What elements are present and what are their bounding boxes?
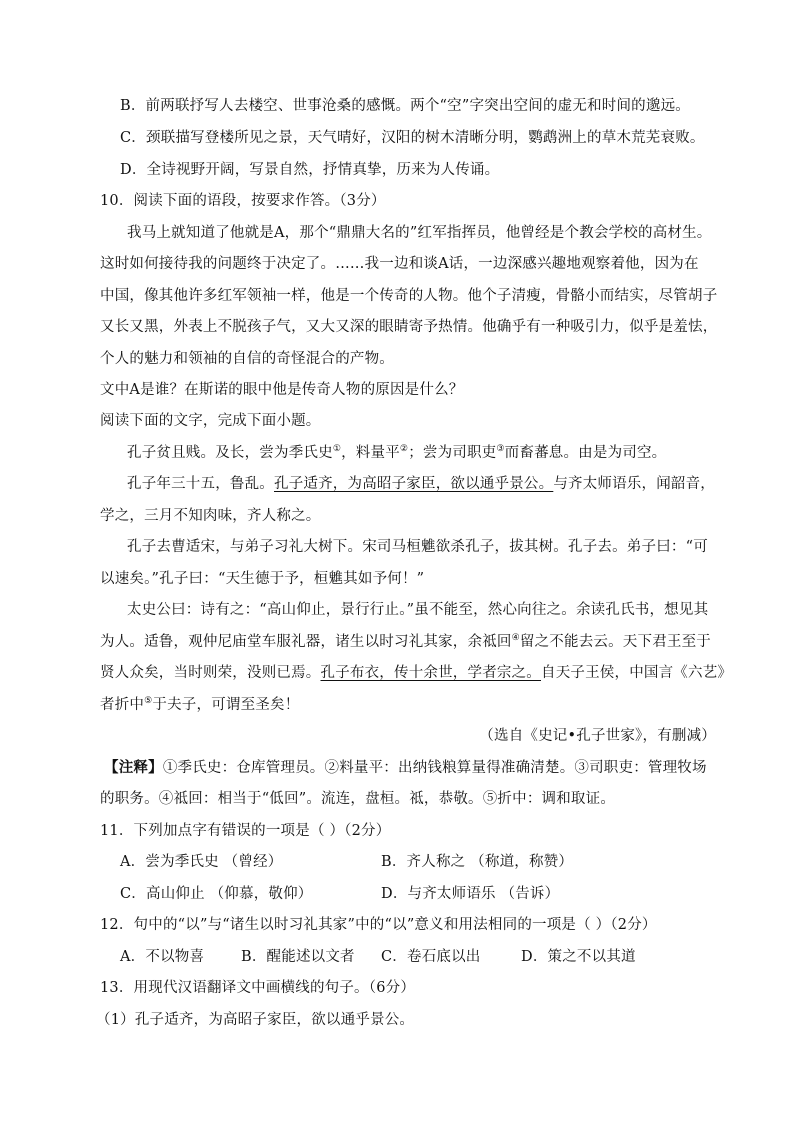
note-ref-2: ② xyxy=(399,444,409,455)
q10-stem: 10．阅读下面的语段，按要求作答。（3分） xyxy=(100,193,386,209)
passage-paragraph-4-line-3: 贤人众矣，当时则荣，没则已焉。孔子布衣，传十余世，学者宗之。自天子王侯，中国言《六艺》 xyxy=(100,665,733,681)
q11-option-c: C．高山仰止 （仰慕，敬仰） xyxy=(120,886,313,902)
q12-option-a: A．不以物喜 xyxy=(120,949,205,965)
passage-source: （选自《史记•孔子世家》，有删减） xyxy=(479,728,716,744)
q13-stem: 13．用现代汉语翻译文中画横线的句子。（6分） xyxy=(100,980,416,996)
passage-paragraph-3: 孔子去曹适宋，与弟子习礼大树下。宋司马桓魋欲杀孔子，拔其树。孔子去。弟子曰：“可 xyxy=(127,539,708,555)
passage-paragraph-4-line-2: 为人。适鲁，观仲尼庙堂车服礼器，诸生以时习礼其家，余祗回④留之不能去云。天下君王至于 xyxy=(100,633,711,650)
q11-option-b: B．齐人称之 （称道，称赞） xyxy=(381,854,574,870)
annotations-line-2: 的职务。④祗回：相当于“低回”。流连，盘桓。祗，恭敬。⑤折中：调和取证。 xyxy=(100,791,616,807)
passage-paragraph-2: 孔子年三十五，鲁乱。孔子适齐，为高昭子家臣，欲以通乎景公。与齐太师语乐，闻韶音， xyxy=(127,476,716,492)
q9-option-d: D．全诗视野开阔，写景自然，抒情真挚，历来为人传诵。 xyxy=(120,162,500,178)
q13-item-1: （1）孔子适齐，为高昭子家臣，欲以通乎景公。 xyxy=(96,1012,415,1028)
q10-passage-line-4: 又长又黑，外表上不脱孩子气，又大又深的眼睛寄予热情。他确乎有一种吸引力，似乎是羞怯， xyxy=(100,319,718,335)
passage-paragraph-2-line-2: 学之，三月不知肉味，齐人称之。 xyxy=(100,508,321,524)
q12-option-c: C．卷石底以出 xyxy=(381,949,481,965)
reading-intro: 阅读下面的文字，完成下面小题。 xyxy=(100,413,321,429)
passage-paragraph-4: 太史公曰：诗有之：“高山仰止，景行行止。”虽不能至，然心向往之。余读孔氏书，想见其 xyxy=(127,602,709,618)
q12-option-d: D．策之不以其道 xyxy=(521,949,636,965)
q9-option-b: B．前两联抒写人去楼空、世事沧桑的感慨。两个“空”字突出空间的虚无和时间的邈远。 xyxy=(120,98,690,114)
annotations: 【注释】①季氏史：仓库管理员。②料量平：出纳钱粮算量得准确清楚。③司职吏：管理牧场 xyxy=(104,759,707,776)
q10-passage-line-3: 中国，像其他许多红军领袖一样，他是一个传奇的人物。他个子清瘦，骨骼小而结实，尽管胡子 xyxy=(100,288,718,304)
q12-stem: 12．句中的“以”与“诸生以时习礼其家”中的“以”意义和用法相同的一项是（ ）（2分） xyxy=(100,917,657,933)
q9-option-c: C．颈联描写登楼所见之景，天气晴好，汉阳的树木清晰分明，鹦鹉洲上的草木荒芜衰败。 xyxy=(120,130,705,146)
note-ref-5: ⑤ xyxy=(144,696,153,707)
note-ref-4: ④ xyxy=(511,633,520,644)
note-ref-1: ① xyxy=(332,444,342,455)
q11-option-d: D．与齐太师语乐 （告诉） xyxy=(381,886,560,902)
note-ref-3: ③ xyxy=(496,444,505,455)
passage-paragraph-3-line-2: 以速矣。”孔子曰：“天生德于予，桓魋其如予何！” xyxy=(100,571,425,587)
q10-passage-line-2: 这时如何接待我的问题终于决定了。……我一边和谈A话，一边深感兴趣地观察着他，因为在 xyxy=(100,256,699,272)
q10-question: 文中A是谁？在斯诺的眼中他是传奇人物的原因是什么？ xyxy=(100,382,464,398)
q12-option-b: B．醒能述以文者 xyxy=(241,949,355,965)
q10-passage-line-5: 个人的魅力和领袖的自信的奇怪混合的产物。 xyxy=(100,351,394,367)
passage-paragraph-4-line-4: 者折中⑤于夫子，可谓至圣矣！ xyxy=(100,696,300,713)
underlined-sentence-2: 孔子布衣，传十余世，学者宗之。 xyxy=(320,665,541,681)
passage-paragraph-1: 孔子贫且贱。及长，尝为季氏史①，料量平②；尝为司职吏③而畜蕃息。由是为司空。 xyxy=(127,444,667,461)
annotations-label: 【注释】 xyxy=(104,759,163,776)
q11-option-a: A．尝为季氏史 （曾经） xyxy=(120,854,283,870)
underlined-sentence-1: 孔子适齐，为高昭子家臣，欲以通乎景公。 xyxy=(274,476,554,492)
q10-passage-line-1: 我马上就知道了他就是A，那个“鼎鼎大名的”红军指挥员，他曾经是个教会学校的高材生。 xyxy=(127,225,712,241)
q11-stem: 11．下列加点字有错误的一项是（ ）（2分） xyxy=(100,823,391,839)
